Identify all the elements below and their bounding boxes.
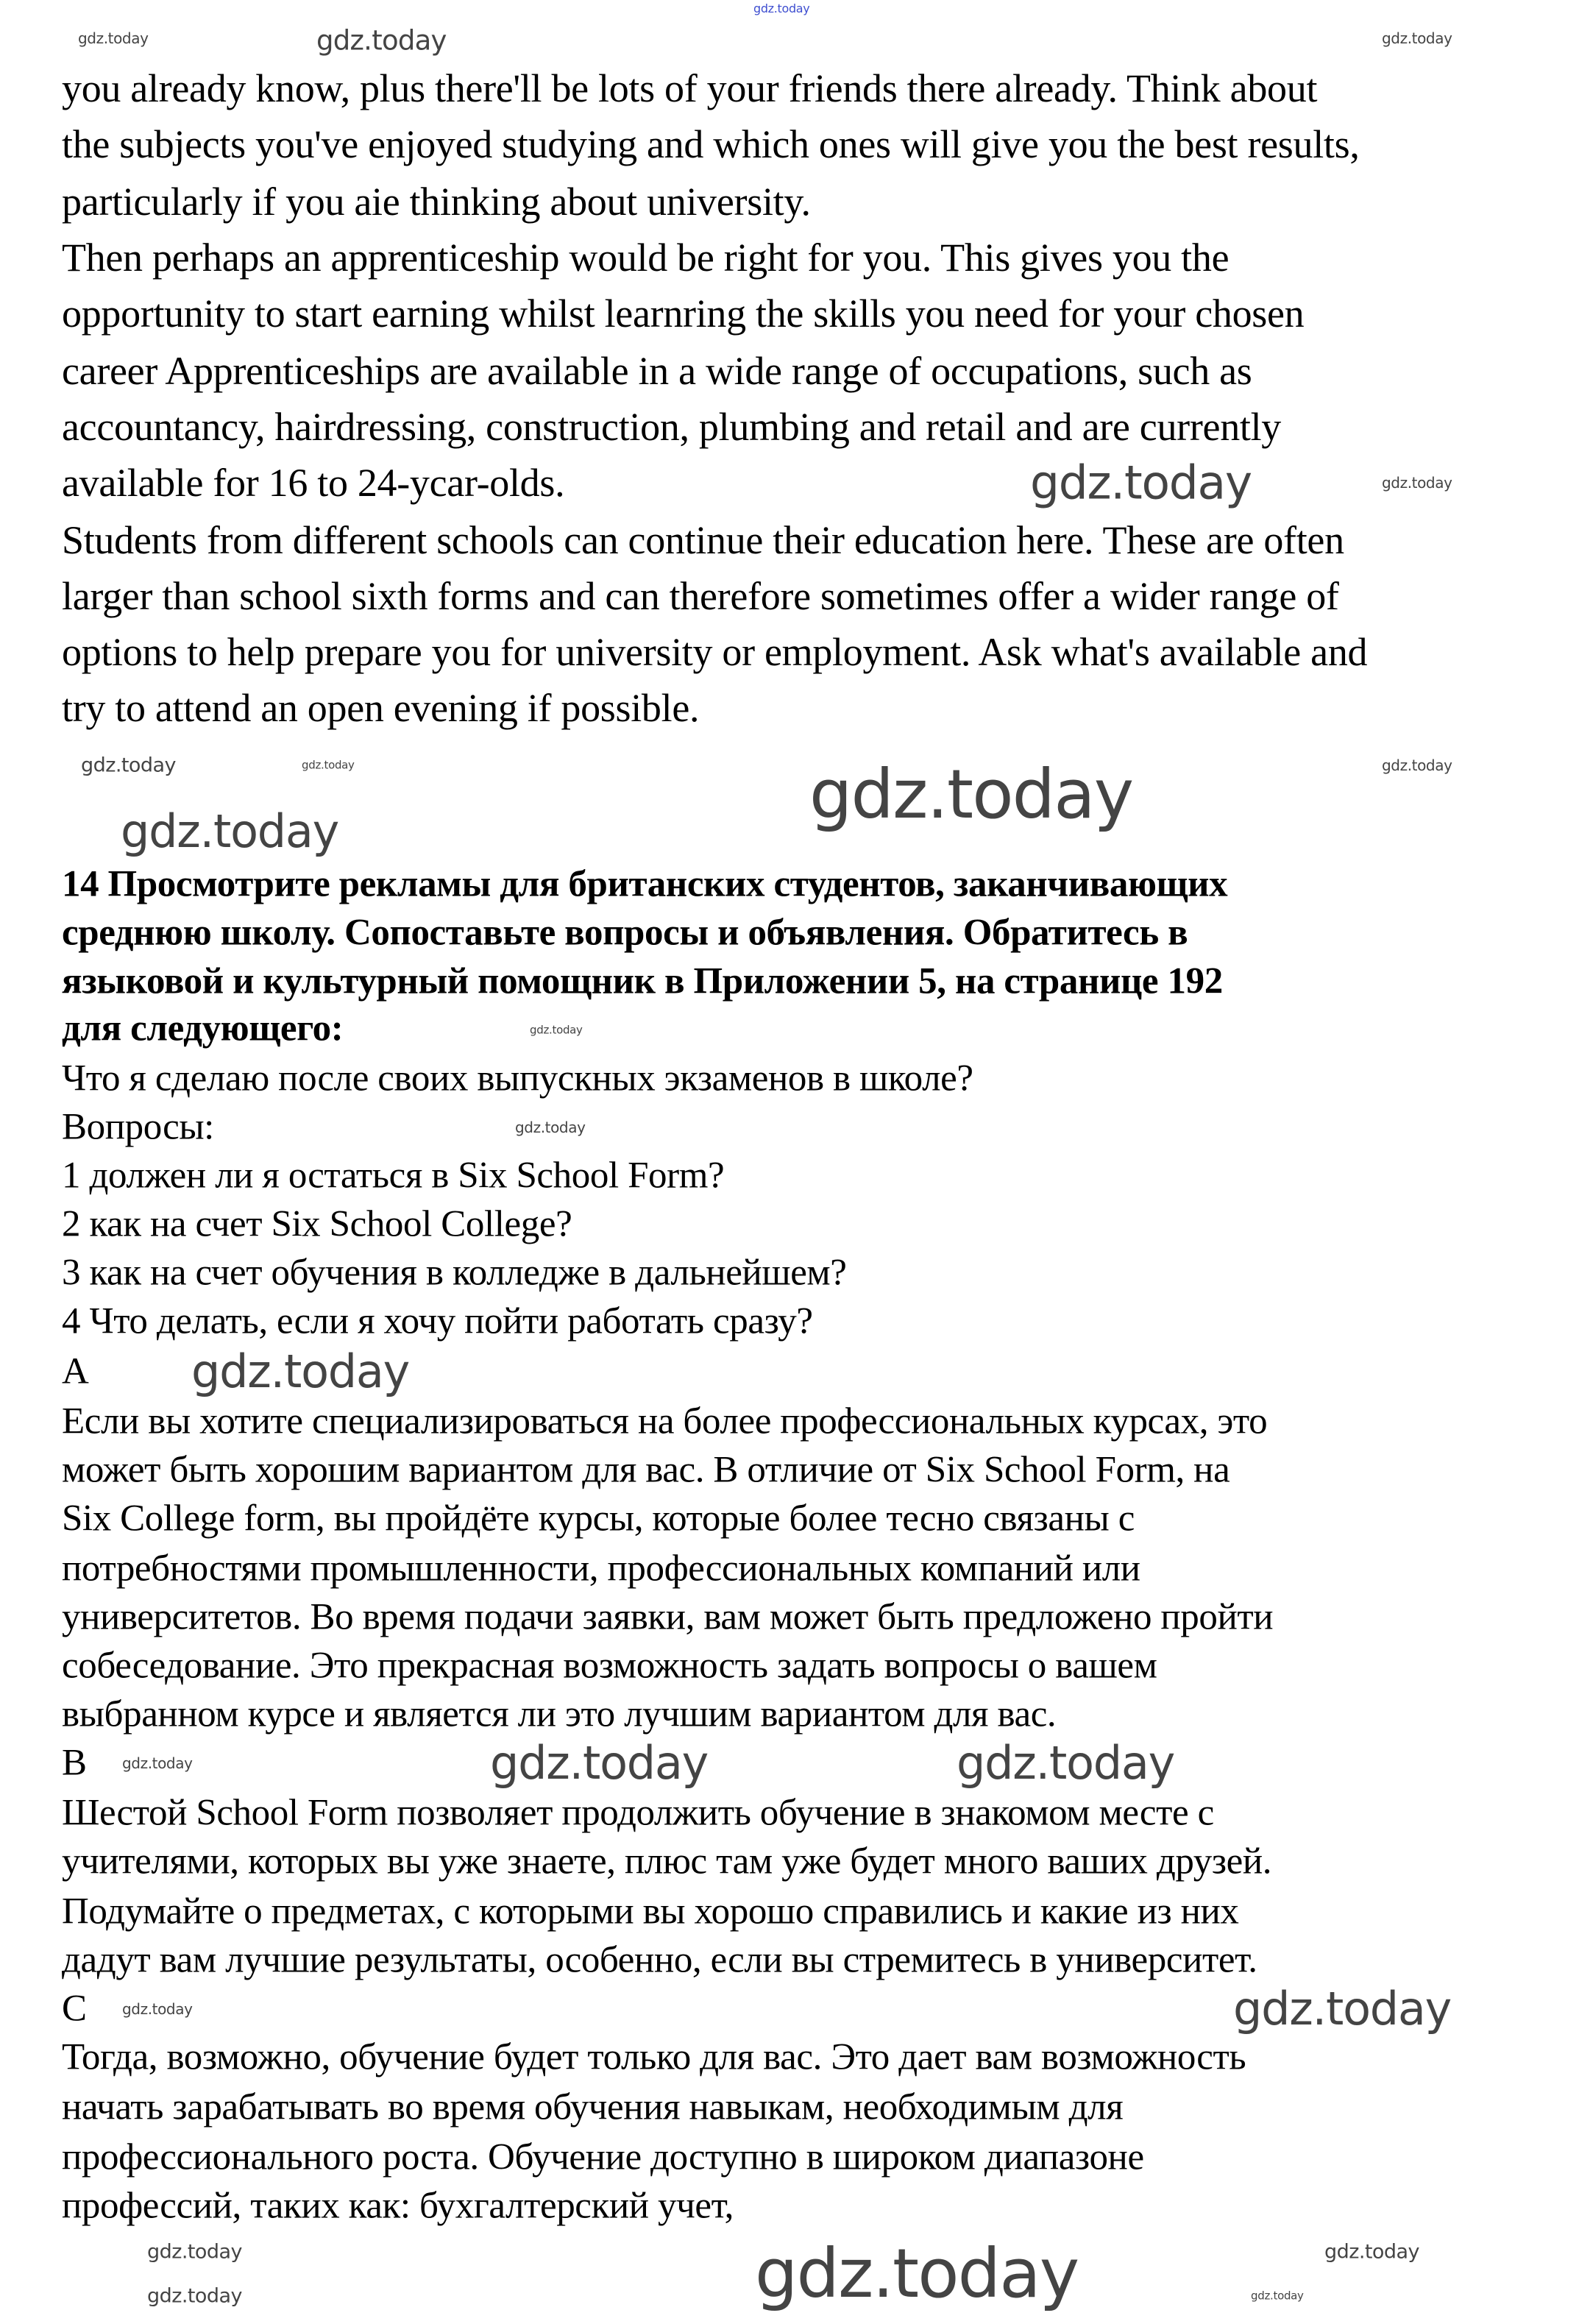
- english-paragraph-line: opportunity to start earning whilst learnring the skills you need for your chosen: [62, 291, 1305, 336]
- section-b-line: дадут вам лучшие результаты, особенно, если вы стремитесь в университет.: [62, 1939, 1257, 1981]
- watermark: gdz.today: [490, 1736, 709, 1790]
- section-a-line: Если вы хотите специализироваться на более профессиональных курсах, это: [62, 1400, 1268, 1442]
- watermark: gdz.today: [1251, 2289, 1304, 2303]
- watermark: gdz.today: [530, 1023, 583, 1037]
- section-a-line: Six College form, вы пройдёте курсы, которые более тесно связаны с: [62, 1498, 1135, 1540]
- task-heading-line: языковой и культурный помощник в Приложении 5, на странице 192: [62, 960, 1223, 1002]
- question-item: 2 как на счет Six School College?: [62, 1203, 572, 1245]
- watermark: gdz.today: [753, 1, 810, 15]
- english-paragraph-line: career Apprenticeships are available in a wide range of occupations, such as: [62, 349, 1252, 393]
- section-a-line: может быть хорошим вариантом для вас. В отличие от Six School Form, на: [62, 1449, 1230, 1491]
- watermark: gdz.today: [1382, 757, 1452, 774]
- english-paragraph-line: Students from different schools can continue their education here. These are often: [62, 518, 1344, 562]
- question-item: 4 Что делать, если я хочу пойти работать сразу?: [62, 1300, 813, 1342]
- watermark: gdz.today: [755, 2234, 1079, 2313]
- watermark: gdz.today: [809, 755, 1133, 834]
- english-paragraph-line: try to attend an open evening if possible.: [62, 686, 700, 730]
- section-c-line: начать зарабатывать во время обучения навыкам, необходимым для: [62, 2086, 1124, 2128]
- watermark: gdz.today: [957, 1736, 1175, 1790]
- english-paragraph-line: larger than school sixth forms and can therefore sometimes offer a wider range of: [62, 574, 1339, 618]
- english-paragraph-line: available for 16 to 24-ycar-olds.: [62, 461, 565, 505]
- watermark: gdz.today: [81, 754, 176, 777]
- watermark: gdz.today: [191, 1345, 410, 1398]
- watermark: gdz.today: [302, 758, 355, 772]
- english-paragraph-line: Then perhaps an apprenticeship would be right for you. This gives you the: [62, 235, 1230, 280]
- watermark: gdz.today: [147, 2284, 242, 2308]
- section-b-line: Подумайте о предметах, с которыми вы хорошо справились и какие из них: [62, 1891, 1239, 1932]
- section-c-line: Тогда, возможно, обучение будет только для вас. Это дает вам возможность: [62, 2036, 1246, 2078]
- watermark: gdz.today: [147, 2240, 242, 2264]
- section-b-line: учителями, которых вы уже знаете, плюс там уже будет много ваших друзей.: [62, 1841, 1272, 1882]
- section-letter-a: A: [62, 1350, 89, 1392]
- watermark: gdz.today: [121, 804, 339, 858]
- section-a-line: выбранном курсе и является ли это лучшим вариантом для вас.: [62, 1693, 1057, 1735]
- section-c-line: профессионального роста. Обучение доступно в широком диапазоне: [62, 2136, 1144, 2178]
- questions-label: Вопросы:: [62, 1106, 214, 1148]
- task-heading-line: 14 Просмотрите рекламы для британских студентов, заканчивающих: [62, 863, 1228, 905]
- english-paragraph-line: options to help prepare you for university or employment. Ask what's available and: [62, 630, 1368, 674]
- section-c-line: профессий, таких как: бухгалтерский учет,: [62, 2185, 734, 2227]
- task-heading-line: для следующего:: [62, 1007, 344, 1049]
- question-item: 1 должен ли я остаться в Six School Form?: [62, 1155, 725, 1197]
- task-heading-line: среднюю школу. Сопоставьте вопросы и объявления. Обратитесь в: [62, 912, 1188, 954]
- english-paragraph-line: accountancy, hairdressing, construction, plumbing and retail and are currently: [62, 405, 1282, 449]
- watermark: gdz.today: [1382, 29, 1452, 47]
- task-prompt: Что я сделаю после своих выпускных экзаменов в школе?: [62, 1058, 973, 1099]
- watermark: gdz.today: [78, 29, 149, 47]
- english-paragraph-line: particularly if you aie thinking about university.: [62, 180, 811, 224]
- section-letter-b: B: [62, 1742, 87, 1784]
- english-paragraph-line: you already know, plus there'll be lots of your friends there already. Think about: [62, 66, 1318, 110]
- section-a-line: собеседование. Это прекрасная возможность задать вопросы о вашем: [62, 1645, 1157, 1687]
- watermark: gdz.today: [1233, 1982, 1452, 2036]
- watermark: gdz.today: [122, 2000, 193, 2018]
- section-b-line: Шестой School Form позволяет продолжить обучение в знакомом месте с: [62, 1792, 1214, 1834]
- english-paragraph-line: the subjects you've enjoyed studying and which ones will give you the best results,: [62, 122, 1360, 166]
- section-a-line: потребностями промышленности, профессиональных компаний или: [62, 1548, 1140, 1590]
- watermark: gdz.today: [316, 24, 447, 57]
- section-a-line: университетов. Во время подачи заявки, вам может быть предложено пройти: [62, 1596, 1274, 1638]
- watermark: gdz.today: [1324, 2240, 1419, 2264]
- watermark: gdz.today: [1030, 456, 1252, 510]
- watermark: gdz.today: [122, 1754, 193, 1772]
- watermark: gdz.today: [515, 1119, 586, 1136]
- section-letter-c: C: [62, 1988, 87, 2030]
- watermark: gdz.today: [1382, 474, 1452, 492]
- question-item: 3 как на счет обучения в колледже в дальнейшем?: [62, 1252, 847, 1294]
